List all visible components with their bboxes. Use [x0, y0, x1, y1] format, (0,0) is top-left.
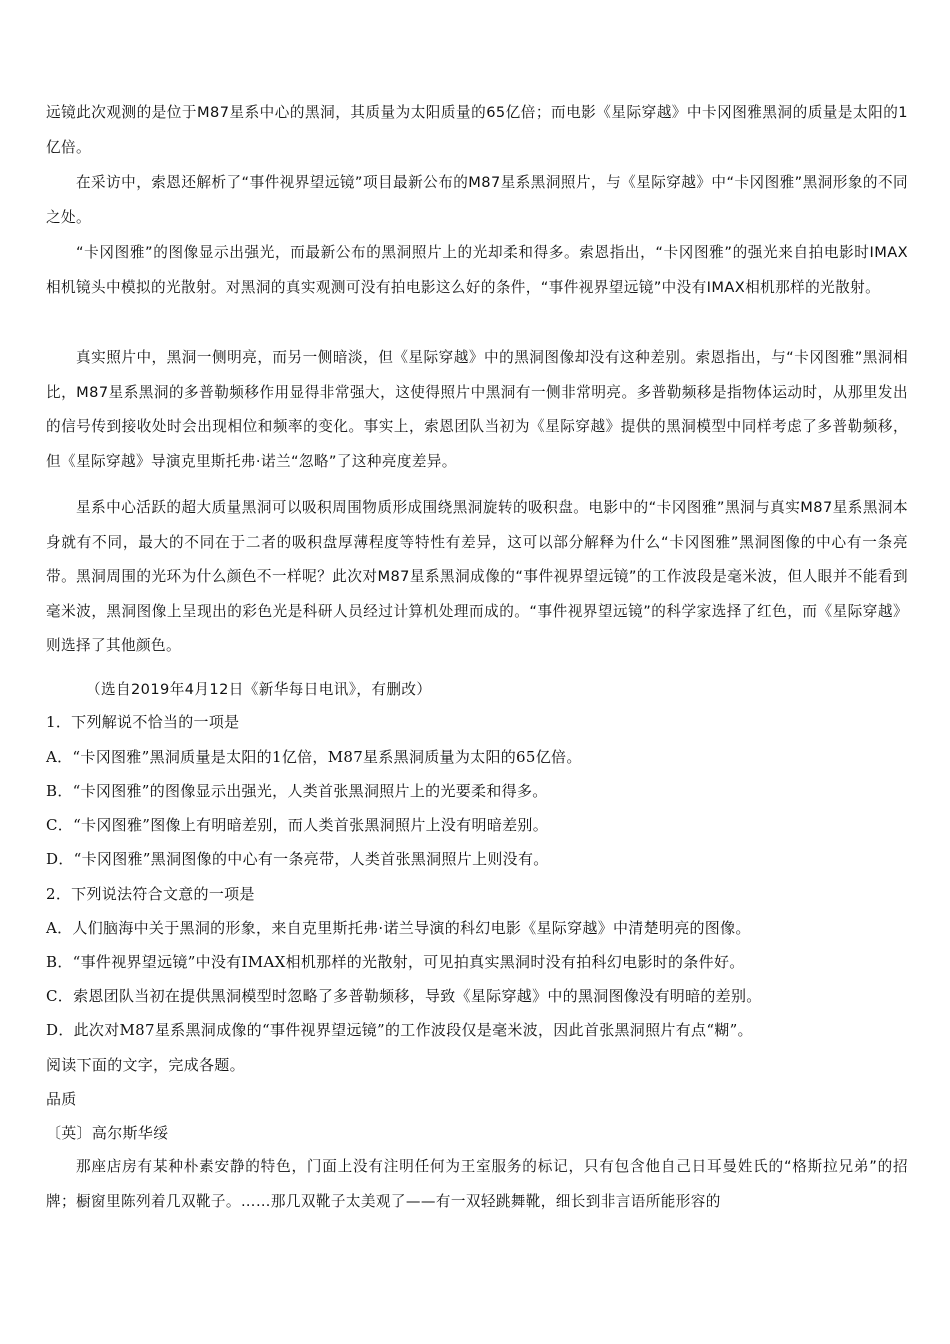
passage-paragraph: 在采访中，索恩还解析了“事件视界望远镜”项目最新公布的M87星系黑洞照片，与《星际穿越》中“卡冈图雅”黑洞形象的不同之处。 — [46, 174, 908, 226]
question-1-option-a: A．“卡冈图雅”黑洞质量是太阳的1亿倍，M87星系黑洞质量为太阳的65亿倍。 — [46, 748, 582, 766]
reading-title: 品质 — [46, 1090, 77, 1108]
question-2-option-b: B．“事件视界望远镜”中没有IMAX相机那样的光散射，可见拍真实黑洞时没有拍科幻电影时的条件好。 — [46, 953, 745, 971]
reading-paragraph: 那座店房有某种朴素安静的特色，门面上没有注明任何为王室服务的标记，只有包含他自己日耳曼姓氏的“格斯拉兄弟”的招牌；橱窗里陈列着几双靴子。……那几双靴子太美观了——有一双轻跳舞靴，细长到非言语所能形容的 — [46, 1158, 908, 1210]
question-2-option-a: A．人们脑海中关于黑洞的形象，来自克里斯托弗·诺兰导演的科幻电影《星际穿越》中清楚明亮的图像。 — [46, 919, 751, 937]
reading-author: 〔英〕高尔斯华绥 — [46, 1124, 169, 1142]
question-2-option-d: D．此次对M87星系黑洞成像的“事件视界望远镜”的工作波段仅是毫米波，因此首张黑洞照片有点“糊”。 — [46, 1021, 753, 1039]
passage-source: （选自2019年4月12日《新华每日电讯》，有删改） — [86, 681, 432, 698]
reading-instruction: 阅读下面的文字，完成各题。 — [46, 1056, 245, 1074]
question-2-stem: 2．下列说法符合文意的一项是 — [46, 885, 255, 903]
question-1-option-d: D．“卡冈图雅”黑洞图像的中心有一条亮带，人类首张黑洞照片上则没有。 — [46, 850, 549, 868]
passage-paragraph: 真实照片中，黑洞一侧明亮，而另一侧暗淡，但《星际穿越》中的黑洞图像却没有这种差别。索恩指出，与“卡冈图雅”黑洞相比，M87星系黑洞的多普勒频移作用显得非常强大，这使得照片中黑洞有一侧非常明亮。多普勒频移是指物体运动时，从那里发出的信号传到接收处时会出现相位和频率的变化。事实上，索恩团队当初为《星际穿越》提供的黑洞模型中同样考虑了多普勒频移，但《星际穿越》导演克里斯托弗·诺兰“忽略”了这种亮度差异。 — [46, 349, 908, 470]
question-1-option-c: C．“卡冈图雅”图像上有明暗差别，而人类首张黑洞照片上没有明暗差别。 — [46, 816, 549, 834]
passage-paragraph: 星系中心活跃的超大质量黑洞可以吸积周围物质形成围绕黑洞旋转的吸积盘。电影中的“卡冈图雅”黑洞与真实M87星系黑洞本身就有不同，最大的不同在于二者的吸积盘厚薄程度等特性有差异，这可以部分解释为什么“卡冈图雅”黑洞图像的中心有一条亮带。黑洞周围的光环为什么颜色不一样呢？此次对M87星系黑洞成像的“事件视界望远镜”的工作波段是毫米波，但人眼并不能看到毫米波，黑洞图像上呈现出的彩色光是科研人员经过计算机处理而成的。“事件视界望远镜”的科学家选择了红色，而《星际穿越》则选择了其他颜色。 — [46, 499, 908, 655]
question-1-option-b: B．“卡冈图雅”的图像显示出强光，人类首张黑洞照片上的光要柔和得多。 — [46, 782, 548, 800]
passage-paragraph-continued: 远镜此次观测的是位于M87星系中心的黑洞，其质量为太阳质量的65亿倍；而电影《星际穿越》中卡冈图雅黑洞的质量是太阳的1亿倍。 — [46, 104, 908, 156]
question-1-stem: 1．下列解说不恰当的一项是 — [46, 713, 240, 731]
question-2-option-c: C．索恩团队当初在提供黑洞模型时忽略了多普勒频移，导致《星际穿越》中的黑洞图像没有明暗的差别。 — [46, 987, 762, 1005]
passage-paragraph: “卡冈图雅”的图像显示出强光，而最新公布的黑洞照片上的光却柔和得多。索恩指出，“卡冈图雅”的强光来自拍电影时IMAX相机镜头中模拟的光散射。对黑洞的真实观测可没有拍电影这么好的条件，“事件视界望远镜”中没有IMAX相机那样的光散射。 — [46, 244, 908, 296]
